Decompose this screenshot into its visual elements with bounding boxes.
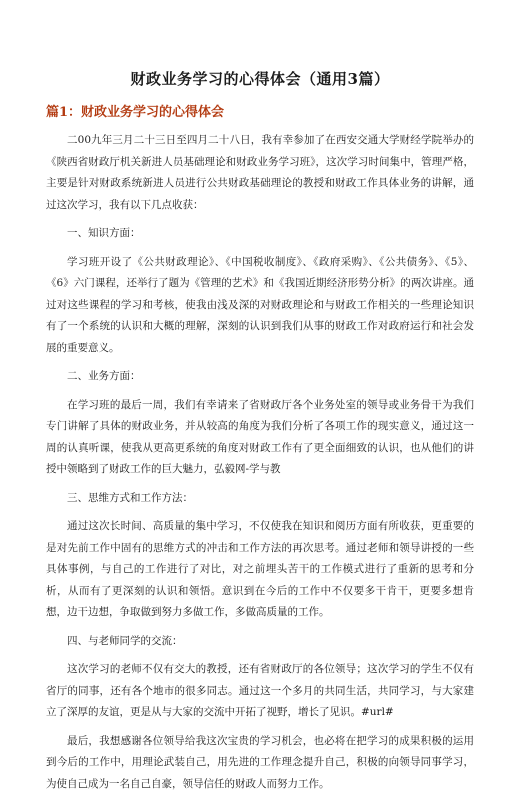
heading-knowledge: 一、知识方面： bbox=[46, 223, 474, 245]
thinking-paragraph: 通过这次长时间、高质量的集中学习，不仅使我在知识和阅历方面有所收获，更重要的是对先前工作中固有的思维方式的冲击和工作方法的再次思考。通过老师和领导讲授的一些具体事例，与自己的工作进行了对比，对之前埋头苦干的工作模式进行了重新的思考和分析，从而有了更深刻的认识和领悟。意识到在今后的工作中不仅要多干肯干，更要多想肯想，边干边想，争取做到努力多做工作，多做高质量的工作。 bbox=[46, 516, 474, 624]
heading-exchange: 四、与老师同学的交流： bbox=[46, 631, 474, 653]
business-paragraph: 在学习班的最后一周，我们有幸请来了省财政厅各个业务处室的领导或业务骨干为我们专门讲解了具体的财政业务，并从较高的角度为我们分析了各项工作的现实意义，通过这一周的认真听课，使我从更高更系统的角度对财政工作有了更全面细致的认识，也从他们的讲授中领略到了财政工作的巨大魅力，弘毅网-学与教 bbox=[46, 395, 474, 481]
section-title: 篇1：财政业务学习的心得体会 bbox=[46, 101, 474, 120]
heading-business: 二、业务方面： bbox=[46, 366, 474, 388]
closing-paragraph: 最后，我想感谢各位领导给我这次宝贵的学习机会，也必将在把学习的成果积极的运用到今后的工作中，用理论武装自己，用先进的工作理念提升自己，积极的向领导同事学习，为使自己成为一名自己自豪，领导信任的财政人而努力工作。 bbox=[46, 731, 474, 795]
knowledge-paragraph: 学习班开设了《公共财政理论》、《中国税收制度》、《政府采购》、《公共债务》、《5》、《6》六门课程，还举行了题为《管理的艺术》和《我国近期经济形势分析》的两次讲座。通过对这些课程的学习和考核，使我由浅及深的对财政理论和与财政工作相关的一些理论知识有了一个系统的认识和大概的理解，深刻的认识到我们从事的财政工作对政府运行和社会发展的重要意义。 bbox=[46, 252, 474, 360]
intro-paragraph: 二00九年三月二十三日至四月二十八日，我有幸参加了在西安交通大学财经学院举办的《陕西省财政厅机关新进人员基础理论和财政业务学习班》，这次学习时间集中，管理严格，主要是针对财政系统新进人员进行公共财政基础理论的教授和财政工作具体业务的讲解，通过这次学习，我有以下几点收获： bbox=[46, 130, 474, 216]
heading-thinking: 三、思维方式和工作方法： bbox=[46, 488, 474, 510]
document-title: 财政业务学习的心得体会（通用3篇） bbox=[46, 68, 474, 89]
exchange-paragraph: 这次学习的老师不仅有交大的教授，还有省财政厅的各位领导；这次学习的学生不仅有省厅的同事，还有各个地市的很多同志。通过这一个多月的共同生活，共同学习，与大家建立了深厚的友谊，更是从与大家的交流中开拓了视野，增长了见识。#url# bbox=[46, 659, 474, 724]
